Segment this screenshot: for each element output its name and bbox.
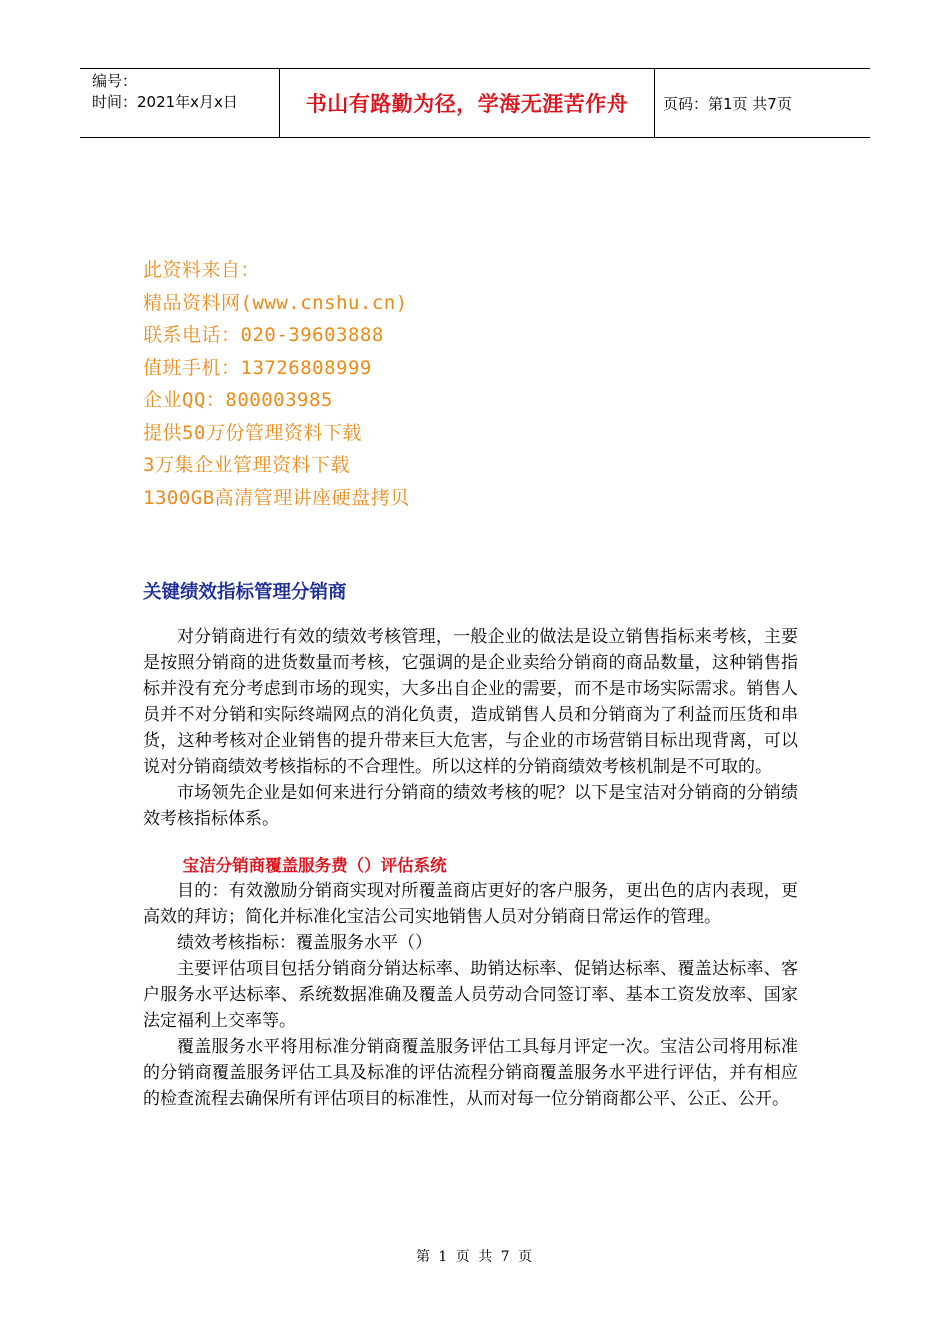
header-motto: 书山有路勤为径，学海无涯苦作舟 <box>305 92 629 116</box>
promo-line: 1300GB高清管理讲座硬盘拷贝 <box>143 486 410 509</box>
doc-number-label: 编号： <box>92 72 138 90</box>
header-meta-cell <box>80 69 280 137</box>
article-body <box>143 578 798 1112</box>
promo-line: 企业QQ：800003985 <box>143 389 333 411</box>
article-paragraph: 覆盖服务水平将用标准分销商覆盖服务评估工具每月评定一次。宝洁公司将用标准的分销商覆盖服务评估工具及标准的评估流程分销商覆盖服务水平进行评估，并有相应的检查流程去确保所有评估项目的标准性，从而对每一位分销商都公平、公正、公开。 <box>143 1037 798 1109</box>
article-paragraph: 绩效考核指标：覆盖服务水平（） <box>177 933 432 953</box>
promo-block <box>143 254 410 514</box>
promo-line: 精品资料网(www.cnshu.cn) <box>143 291 408 314</box>
article-paragraph: 对分销商进行有效的绩效考核管理，一般企业的做法是设立销售指标来考核，主要是按照分销商的进货数量而考核，它强调的是企业卖给分销商的商品数量，这种销售指标并没有充分考虑到市场的现实，大多出自企业的需要，而不是市场实际需求。销售人员并不对分销和实际终端网点的消化负责，造成销售人员和分销商为了利益而压货和串货，这种考核对企业销售的提升带来巨大危害，与企业的市场营销目标出现背离，可以说对分销商绩效考核指标的不合理性。所以这样的分销商绩效考核机制是不可取的。 <box>143 627 798 777</box>
promo-line: 联系电话：020-39603888 <box>143 324 384 346</box>
promo-line: 此资料来自： <box>143 259 261 281</box>
promo-line: 3万集企业管理资料下载 <box>143 454 350 476</box>
promo-line: 提供50万份管理资料下载 <box>143 421 362 444</box>
article-title: 关键绩效指标管理分销商 <box>143 582 347 603</box>
section-subtitle: 宝洁分销商覆盖服务费（）评估系统 <box>182 856 447 875</box>
article-paragraph: 主要评估项目包括分销商分销达标率、助销达标率、促销达标率、覆盖达标率、客户服务水平达标率、系统数据准确及覆盖人员劳动合同签订率、基本工资发放率、国家法定福利上交率等。 <box>143 959 798 1031</box>
article-paragraph: 目的：有效激励分销商实现对所覆盖商店更好的客户服务，更出色的店内表现，更高效的拜访；简化并标准化宝洁公司实地销售人员对分销商日常运作的管理。 <box>143 881 798 927</box>
header-motto-cell <box>280 69 655 137</box>
doc-time-label: 时间：2021年x月x日 <box>92 93 238 111</box>
header-page-cell <box>655 69 870 137</box>
header-page-code: 页码：第1页 共7页 <box>663 94 792 113</box>
page-footer: 第 1 页 共 7 页 <box>415 1249 535 1265</box>
article-paragraph: 市场领先企业是如何来进行分销商的绩效考核的呢？以下是宝洁对分销商的分销绩效考核指标体系。 <box>143 783 798 829</box>
page-header <box>80 68 870 138</box>
promo-line: 值班手机：13726808999 <box>143 356 372 379</box>
